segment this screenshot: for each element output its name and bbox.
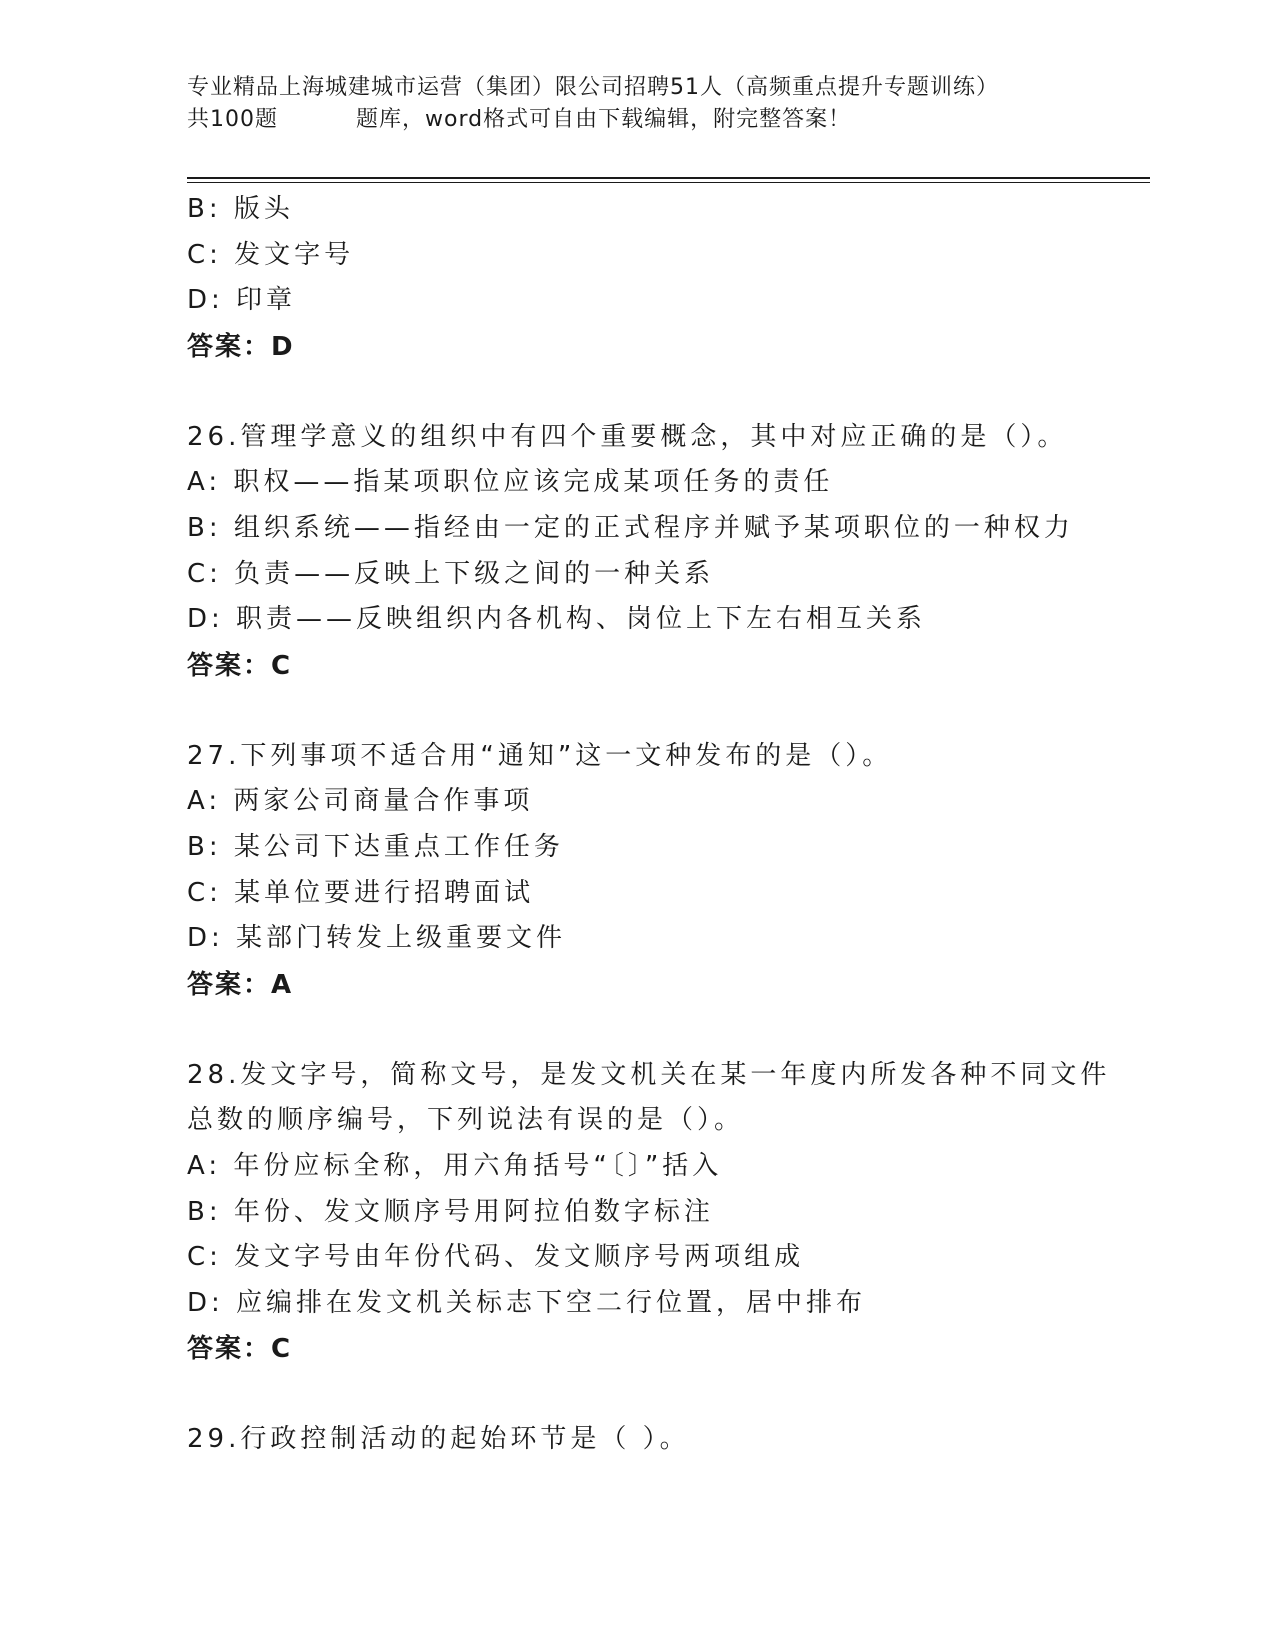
option-c: C: 某单位要进行招聘面试: [187, 877, 535, 908]
option-b: B: 组织系统——指经由一定的正式程序并赋予某项职位的一种权力: [187, 512, 1074, 543]
document-body: [187, 187, 1147, 1463]
option-c: C: 发文字号由年份代码、发文顺序号两项组成: [187, 1242, 805, 1273]
option-d: D: 应编排在发文机关标志下空二行位置，居中排布: [187, 1287, 867, 1318]
question-fragment: [187, 187, 1147, 370]
option-b: B: 年份、发文顺序号用阿拉伯数字标注: [187, 1196, 714, 1227]
header-question-count: 共100题: [187, 107, 278, 132]
question-title-line2: 总数的顺序编号，下列说法有误的是（）。: [187, 1105, 745, 1136]
header-description: 题库，word格式可自由下载编辑，附完整答案！: [356, 107, 852, 132]
option-a: A: 年份应标全称，用六角括号“〔〕”括入: [187, 1150, 723, 1181]
answer-line: 答案：C: [187, 1334, 293, 1365]
question-29: [187, 1417, 1147, 1463]
question-27: [187, 734, 1147, 1008]
option-b: B: 某公司下达重点工作任务: [187, 831, 564, 862]
option-b: B: 版头: [187, 194, 294, 224]
answer-line: 答案：D: [187, 331, 295, 362]
answer-line: 答案：C: [187, 650, 293, 681]
question-26: [187, 415, 1147, 689]
header-rule-thick: [187, 177, 1150, 179]
question-28: [187, 1053, 1147, 1373]
question-title-line1: 28.发文字号，简称文号，是发文机关在某一年度内所发各种不同文件: [187, 1059, 1111, 1090]
question-title: 29.行政控制活动的起始环节是（ ）。: [187, 1424, 690, 1455]
option-c: C: 发文字号: [187, 239, 355, 270]
question-title: 26.管理学意义的组织中有四个重要概念，其中对应正确的是（）。: [187, 421, 1068, 452]
option-a: A: 职权——指某项职位应该完成某项任务的责任: [187, 467, 834, 498]
option-d: D: 某部门转发上级重要文件: [187, 923, 567, 954]
option-a: A: 两家公司商量合作事项: [187, 786, 534, 817]
option-c: C: 负责——反映上下级之间的一种关系: [187, 558, 715, 589]
document-header: [187, 72, 1147, 136]
header-title-line2: [187, 104, 1147, 136]
question-title: 27.下列事项不适合用“通知”这一文种发布的是（）。: [187, 740, 893, 771]
option-d: D: 职责——反映组织内各机构、岗位上下左右相互关系: [187, 604, 927, 635]
header-rule-thin: [187, 182, 1150, 183]
header-title-line1: 专业精品上海城建城市运营（集团）限公司招聘51人（高频重点提升专题训练）: [187, 75, 999, 100]
answer-line: 答案：A: [187, 969, 294, 1000]
option-d: D: 印章: [187, 285, 297, 316]
